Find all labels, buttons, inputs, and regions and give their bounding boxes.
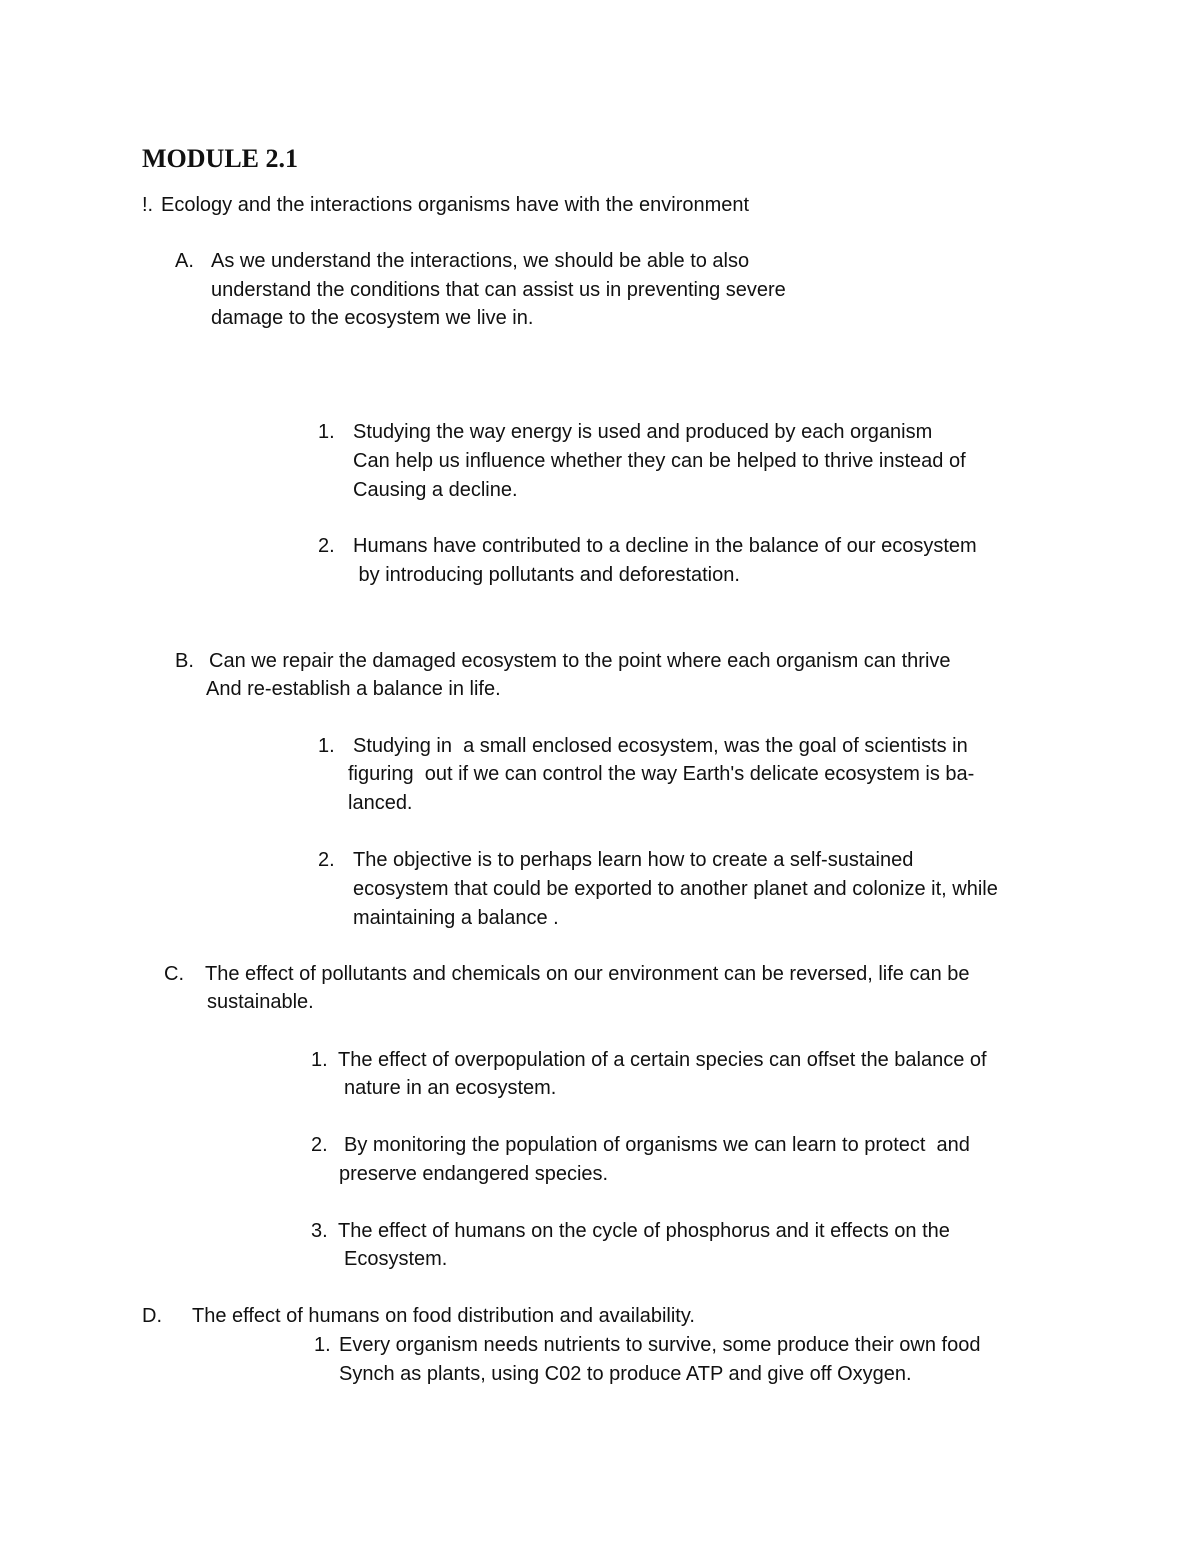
section-c-marker: C. [164,963,184,985]
section-b-item-1-line-2: figuring out if we can control the way Earth's delicate ecosystem is ba- [348,763,975,785]
section-a-item-2-marker: 2. [318,535,335,557]
section-a-item-2-line-2: by introducing pollutants and deforestation. [353,564,740,586]
section-b-item-1-marker: 1. [318,735,335,757]
section-c-item-1-line-2: nature in an ecosystem. [344,1077,557,1099]
section-c-item-2-line-1: By monitoring the population of organisms we can learn to protect and [344,1134,970,1156]
section-b-item-2-line-3: maintaining a balance . [353,907,559,929]
section-d-item-1-marker: 1. [314,1334,331,1356]
section-a-item-1-marker: 1. [318,421,335,443]
section-c-item-2-line-2: preserve endangered species. [339,1163,609,1185]
section-a-item-1-line-1: Studying the way energy is used and produced by each organism [353,421,933,443]
section-c-item-3-line-1: The effect of humans on the cycle of phosphorus and it effects on the [338,1220,950,1242]
section-c-item-3-marker: 3. [311,1220,328,1242]
section-b-item-2-line-1: The objective is to perhaps learn how to create a self-sustained [353,849,914,871]
section-b-item-2-line-2: ecosystem that could be exported to another planet and colonize it, while [353,878,998,900]
section-c-item-2-marker: 2. [311,1134,328,1156]
section-a-marker: A. [175,250,194,272]
section-a-item-1-line-2: Can help us influence whether they can be helped to thrive instead of [353,450,966,472]
section-b-item-2-marker: 2. [318,849,335,871]
section-d-item-1-line-1: Every organism needs nutrients to survive, some produce their own food [339,1334,981,1356]
section-b-marker: B. [175,650,194,672]
section-a-line-2: understand the conditions that can assist us in preventing severe [211,279,786,301]
section-c-line-2: sustainable. [207,991,314,1013]
section-c-item-1-marker: 1. [311,1049,328,1071]
section-b-line-1: Can we repair the damaged ecosystem to the point where each organism can thrive [209,650,951,672]
section-d-marker: D. [142,1305,162,1327]
section-a-item-1-line-3: Causing a decline. [353,479,518,501]
section-c-item-1-line-1: The effect of overpopulation of a certain species can offset the balance of [338,1049,987,1071]
section-a-item-2-line-1: Humans have contributed to a decline in the balance of our ecosystem [353,535,977,557]
page-title: MODULE 2.1 [142,144,298,173]
section-d-item-1-line-2: Synch as plants, using C02 to produce ATP and give off Oxygen. [339,1363,912,1385]
section-c-line-1: The effect of pollutants and chemicals on our environment can be reversed, life can be [205,963,970,985]
section-b-item-1-line-1: Studying in a small enclosed ecosystem, was the goal of scientists in [353,735,968,757]
section-b-item-1-line-3: lanced. [348,792,413,814]
section-b-line-2: And re-establish a balance in life. [206,678,501,700]
heading-marker: !. [142,194,154,216]
section-c-item-3-line-2: Ecosystem. [344,1248,448,1270]
section-d-line-1: The effect of humans on food distribution and availability. [192,1305,695,1327]
heading-text: Ecology and the interactions organisms have with the environment [161,194,750,216]
section-a-line-1: As we understand the interactions, we should be able to also [211,250,750,272]
section-a-line-3: damage to the ecosystem we live in. [211,307,534,329]
